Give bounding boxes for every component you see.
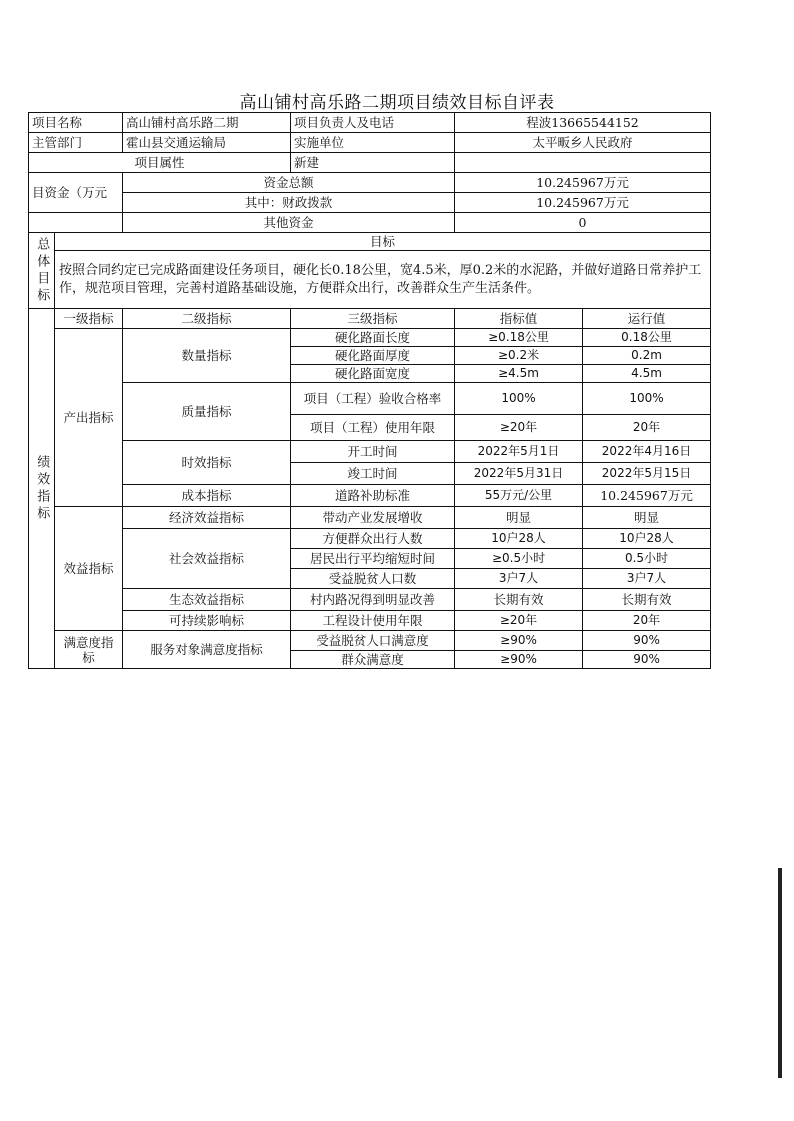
indicator-target: ≥20年 <box>455 611 583 631</box>
table-row <box>29 611 711 631</box>
econ-label: 经济效益指标 <box>123 507 291 529</box>
attr-value: 新建 <box>291 153 455 173</box>
funds-other-label: 其他资金 <box>123 213 455 233</box>
eco-label: 生态效益指标 <box>123 589 291 611</box>
indicator-name: 竣工时间 <box>291 463 455 485</box>
indicator-target: ≥90% <box>455 651 583 669</box>
indicator-name: 项目（工程）验收合格率 <box>291 383 455 415</box>
sustain-label: 可持续影响标 <box>123 611 291 631</box>
funds-total-label: 资金总额 <box>123 173 455 193</box>
indicator-target: ≥0.18公里 <box>455 329 583 347</box>
table-row <box>29 329 711 347</box>
funds-label: 目资金（万元 <box>29 173 123 213</box>
owner-label: 项目负责人及电话 <box>291 113 455 133</box>
indicator-actual: 0.18公里 <box>583 329 711 347</box>
header-level2: 二级指标 <box>123 309 291 329</box>
social-label: 社会效益指标 <box>123 529 291 589</box>
funds-total-value: 10.245967万元 <box>455 173 711 193</box>
indicator-name: 项目（工程）使用年限 <box>291 415 455 441</box>
indicator-target: 10户28人 <box>455 529 583 549</box>
table-row <box>29 441 711 463</box>
indicator-actual: 3户7人 <box>583 569 711 589</box>
row-funds-total <box>29 173 711 193</box>
row-goal-heading <box>29 233 711 251</box>
impl-label: 实施单位 <box>291 133 455 153</box>
funds-fiscal-value: 10.245967万元 <box>455 193 711 213</box>
indicator-actual: 20年 <box>583 611 711 631</box>
indicator-name: 村内路况得到明显改善 <box>291 589 455 611</box>
indicator-name: 道路补助标准 <box>291 485 455 507</box>
indicator-actual: 10户28人 <box>583 529 711 549</box>
indicator-actual: 4.5m <box>583 365 711 383</box>
project-name-label: 项目名称 <box>29 113 123 133</box>
row-dept <box>29 133 711 153</box>
funds-fiscal-label: 其中：财政拨款 <box>123 193 455 213</box>
header-level3: 三级指标 <box>291 309 455 329</box>
evaluation-table <box>28 112 711 669</box>
indicator-target: ≥0.2米 <box>455 347 583 365</box>
indicator-target: ≥20年 <box>455 415 583 441</box>
table-row <box>29 529 711 549</box>
indicator-name: 带动产业发展增收 <box>291 507 455 529</box>
indicator-target: 3户7人 <box>455 569 583 589</box>
table-row <box>29 485 711 507</box>
indicator-name: 硬化路面厚度 <box>291 347 455 365</box>
indicator-actual: 10.245967万元 <box>583 485 711 507</box>
indicator-actual: 2022年5月15日 <box>583 463 711 485</box>
indicator-actual: 2022年4月16日 <box>583 441 711 463</box>
indicator-actual: 明显 <box>583 507 711 529</box>
indicator-name: 群众满意度 <box>291 651 455 669</box>
indicator-target: 长期有效 <box>455 589 583 611</box>
row-funds-fiscal <box>29 193 711 213</box>
header-level1: 一级指标 <box>55 309 123 329</box>
indicator-actual: 90% <box>583 651 711 669</box>
evaluation-table-wrap <box>28 112 710 669</box>
quantity-label: 数量指标 <box>123 329 291 383</box>
benefit-label: 效益指标 <box>55 507 123 631</box>
row-indicator-headers <box>29 309 711 329</box>
row-attr <box>29 153 711 173</box>
row-project-name <box>29 113 711 133</box>
indicator-name: 工程设计使用年限 <box>291 611 455 631</box>
service-label: 服务对象满意度指标 <box>123 631 291 669</box>
output-label: 产出指标 <box>55 329 123 507</box>
indicator-target: 100% <box>455 383 583 415</box>
goal-label: 总体目标 <box>29 233 55 309</box>
quality-label: 质量指标 <box>123 383 291 441</box>
indicator-name: 硬化路面长度 <box>291 329 455 347</box>
time-label: 时效指标 <box>123 441 291 485</box>
indicators-label: 绩效指标 <box>29 309 55 669</box>
header-target: 指标值 <box>455 309 583 329</box>
goal-heading: 目标 <box>55 233 711 251</box>
indicator-actual: 0.5小时 <box>583 549 711 569</box>
funds-other-value: 0 <box>455 213 711 233</box>
scan-edge-mark <box>778 868 782 1078</box>
page-title: 高山铺村高乐路二期项目绩效目标自评表 <box>239 93 555 113</box>
indicator-name: 受益脱贫人口满意度 <box>291 631 455 651</box>
header-actual: 运行值 <box>583 309 711 329</box>
impl-value: 太平畈乡人民政府 <box>455 133 711 153</box>
row-goal-text <box>29 251 711 309</box>
table-row <box>29 589 711 611</box>
indicator-target: 明显 <box>455 507 583 529</box>
indicator-actual: 20年 <box>583 415 711 441</box>
indicator-actual: 90% <box>583 631 711 651</box>
goal-text: 按照合同约定已完成路面建设任务项目，硬化长0.18公里，宽4.5米，厚0.2米的水泥路，并做好道路日常养护工作，规范项目管理，完善村道路基础设施，方便群众出行，改善群众生产生活条件。 <box>55 251 711 309</box>
project-name-value: 高山铺村高乐路二期 <box>123 113 291 133</box>
indicator-actual: 100% <box>583 383 711 415</box>
indicator-target: 2022年5月31日 <box>455 463 583 485</box>
attr-empty <box>455 153 711 173</box>
owner-value: 程波13665544152 <box>455 113 711 133</box>
indicator-target: 55万元/公里 <box>455 485 583 507</box>
indicator-name: 居民出行平均缩短时间 <box>291 549 455 569</box>
indicator-target: 2022年5月1日 <box>455 441 583 463</box>
indicator-target: ≥4.5m <box>455 365 583 383</box>
indicator-name: 方便群众出行人数 <box>291 529 455 549</box>
indicator-actual: 0.2m <box>583 347 711 365</box>
row-funds-other <box>29 213 711 233</box>
attr-label: 项目属性 <box>29 153 291 173</box>
table-row <box>29 507 711 529</box>
indicator-name: 硬化路面宽度 <box>291 365 455 383</box>
satis-label: 满意度指标 <box>55 631 123 669</box>
indicator-target: ≥90% <box>455 631 583 651</box>
table-row <box>29 383 711 415</box>
dept-value: 霍山县交通运输局 <box>123 133 291 153</box>
indicator-name: 受益脱贫人口数 <box>291 569 455 589</box>
table-row <box>29 631 711 651</box>
dept-label: 主管部门 <box>29 133 123 153</box>
indicator-target: ≥0.5小时 <box>455 549 583 569</box>
cost-label: 成本指标 <box>123 485 291 507</box>
indicator-actual: 长期有效 <box>583 589 711 611</box>
funds-other-empty <box>29 213 123 233</box>
indicator-name: 开工时间 <box>291 441 455 463</box>
